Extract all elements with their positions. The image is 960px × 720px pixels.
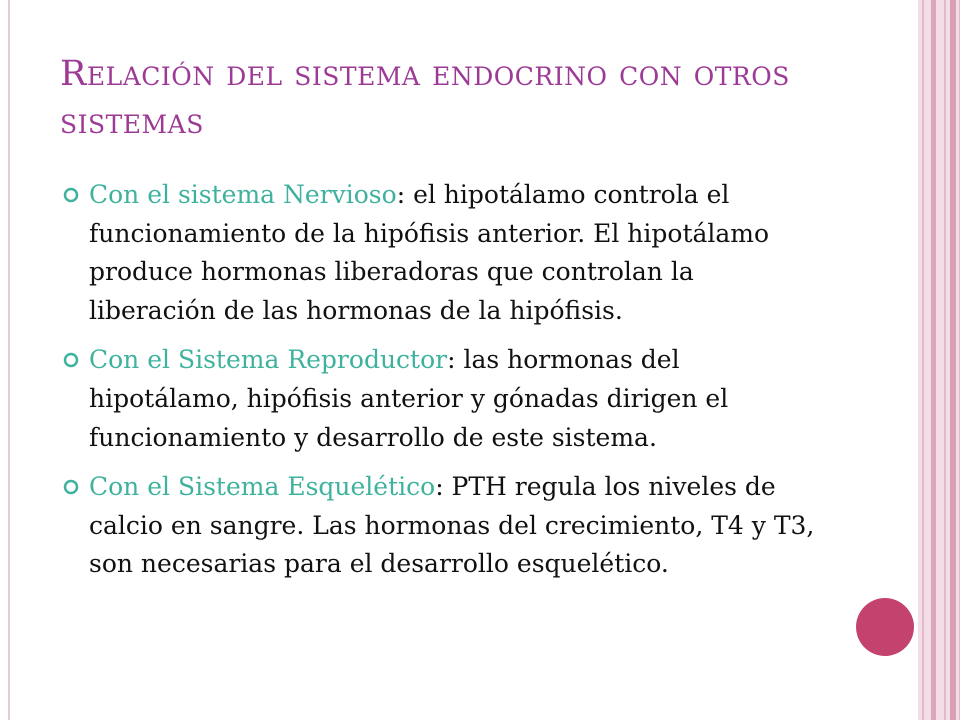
ring-bullet-icon bbox=[62, 186, 80, 204]
ring-bullet-icon bbox=[62, 351, 80, 369]
bullet-item-nervioso bbox=[62, 176, 822, 330]
bullet-topic: Con el Sistema Reproductor bbox=[89, 345, 448, 375]
bullet-text: : las hormonas del hipotálamo, hipófisis anterior y gónadas dirigen el funcionamiento y desarrollo de este sistema. bbox=[89, 345, 729, 452]
decorative-circle bbox=[856, 598, 914, 656]
left-border-line bbox=[8, 0, 10, 720]
right-decorative-stripes bbox=[918, 0, 960, 720]
bullet-topic: Con el sistema Nervioso bbox=[89, 180, 397, 209]
bullet-item-reproductor bbox=[62, 341, 822, 457]
stripe bbox=[931, 0, 936, 720]
stripe bbox=[950, 0, 956, 720]
bullet-list bbox=[62, 176, 822, 595]
slide-title: Relación del sistema endocrino con otros sistemas bbox=[60, 54, 790, 142]
ring-bullet-icon bbox=[62, 478, 80, 496]
bullet-topic: Con el Sistema Esquelético bbox=[89, 472, 436, 502]
bullet-item-esqueletico bbox=[62, 468, 822, 584]
stripe bbox=[922, 0, 924, 720]
stripe bbox=[944, 0, 946, 720]
bullet-text: : PTH regula los niveles de calcio en sangre. Las hormonas del crecimiento, T4 y T3, son necesarias para el desarrollo esquelético. bbox=[89, 472, 815, 579]
bullet-text: : el hipotálamo controla el funcionamiento de la hipófisis anterior. El hipotálamo produce hormonas liberadoras que controlan la liberación de las hormonas de la hipófisis. bbox=[89, 180, 770, 325]
